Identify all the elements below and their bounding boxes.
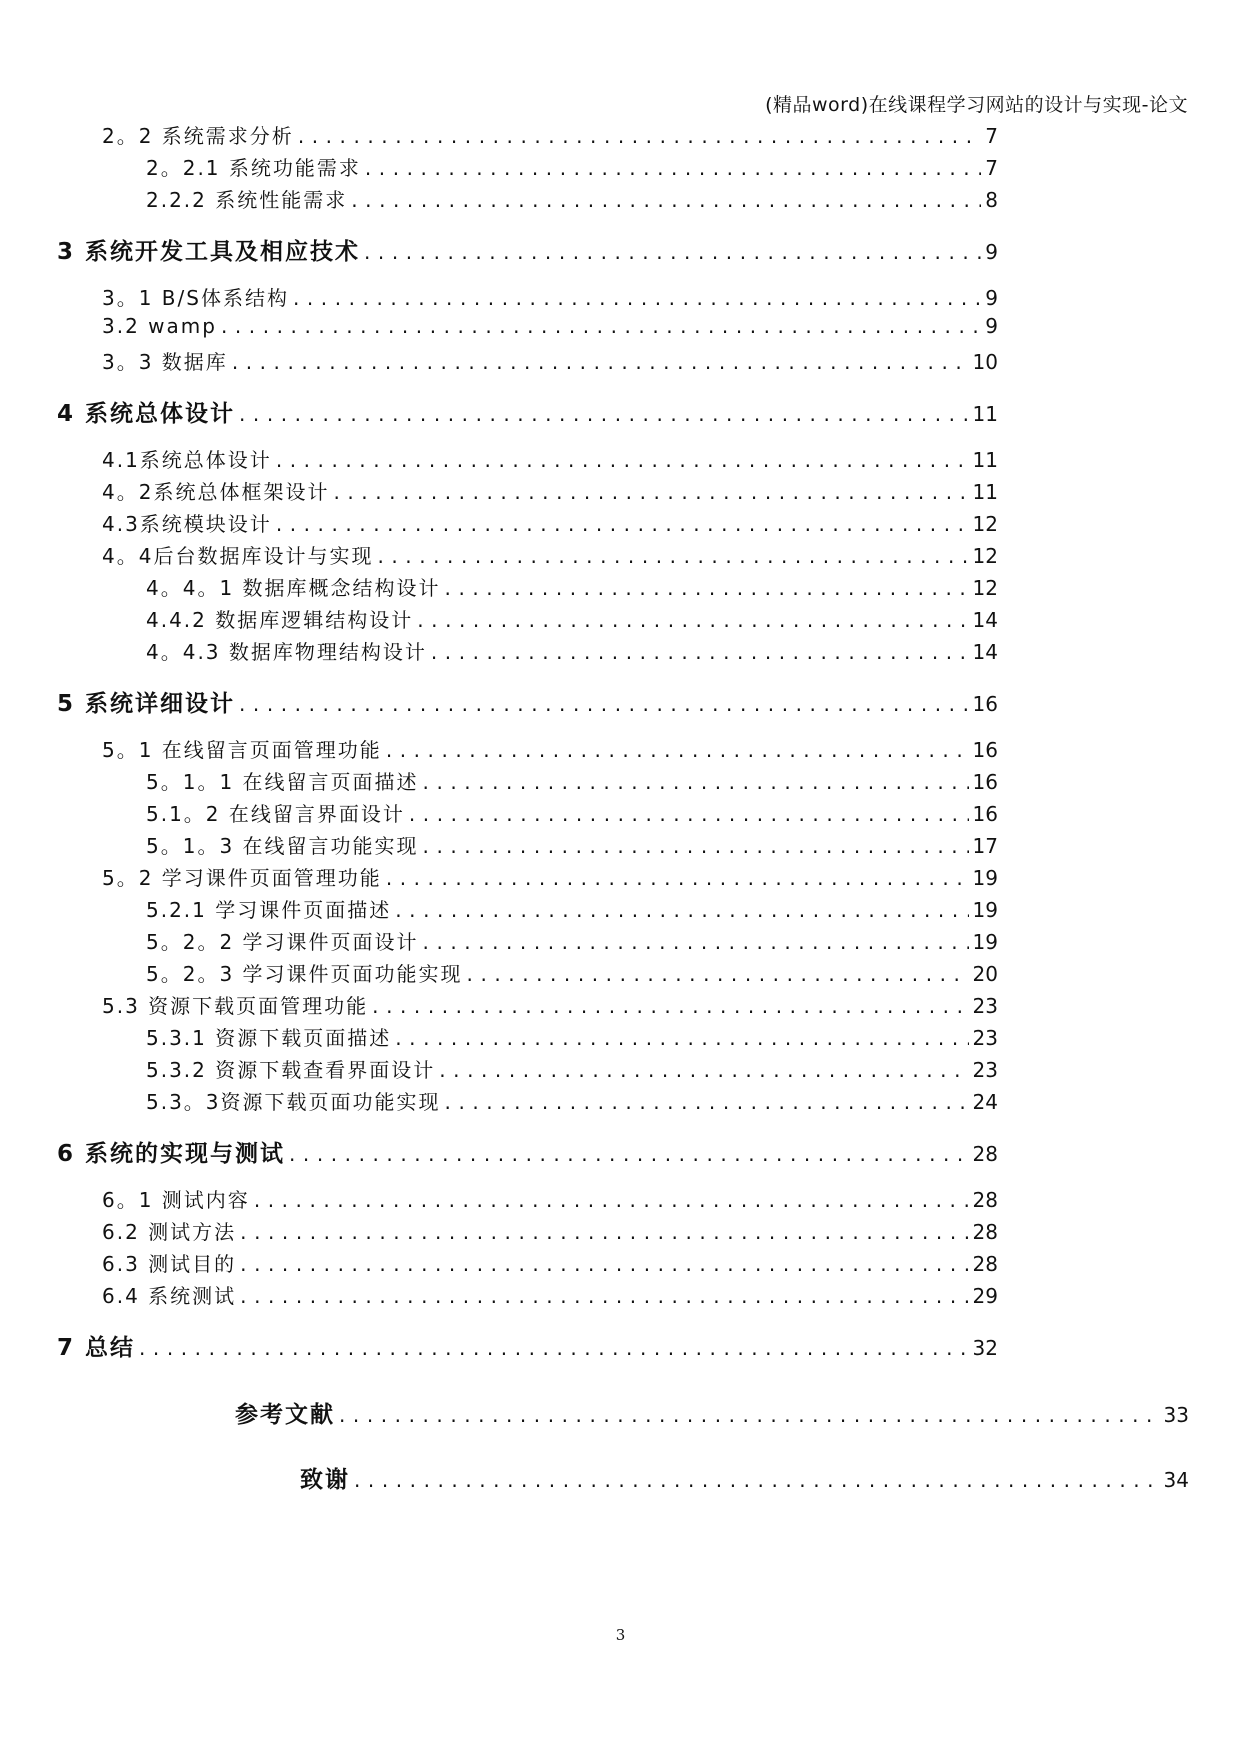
toc-entry-title: 5.3.1 资源下载页面描述: [146, 1026, 392, 1050]
toc-leader-dots: [339, 1403, 1160, 1427]
toc-entry-title: 3。1 B/S体系结构: [102, 286, 289, 310]
toc-leader-dots: [386, 866, 969, 890]
toc-entry-page: 28: [972, 1142, 998, 1166]
toc-entry-page: 12: [972, 544, 998, 568]
toc-entry[interactable]: [102, 346, 998, 375]
toc-entry-page: 23: [972, 1058, 998, 1082]
toc-leader-dots: [221, 314, 981, 338]
toc-entry[interactable]: [102, 314, 998, 338]
toc-entry-page: 19: [972, 898, 998, 922]
toc-entry-title: 5.3.2 资源下载查看界面设计: [146, 1058, 436, 1082]
toc-entry-title: 2.2.2 系统性能需求: [146, 188, 348, 212]
toc-entry[interactable]: [146, 766, 998, 795]
toc-entry-title: 致谢: [300, 1467, 350, 1493]
toc-entry[interactable]: [57, 685, 998, 718]
toc-entry-title: 4.3系统模块设计: [102, 512, 272, 536]
toc-entry[interactable]: [102, 444, 998, 473]
toc-leader-dots: [417, 608, 968, 632]
toc-entry[interactable]: [146, 1022, 998, 1051]
toc-entry-title: 5 系统详细设计: [57, 691, 236, 717]
toc-entry-title: 4。2系统总体框架设计: [102, 480, 330, 504]
toc-entry-title: 4。4。1 数据库概念结构设计: [146, 576, 441, 600]
toc-entry-page: 9: [985, 286, 998, 310]
toc-entry-title: 4。4后台数据库设计与实现: [102, 544, 374, 568]
toc-leader-dots: [372, 994, 968, 1018]
toc-leader-dots: [364, 240, 981, 264]
toc-entry[interactable]: [146, 1086, 998, 1115]
toc-leader-dots: [351, 188, 981, 212]
toc-entry-title: 4。4.3 数据库物理结构设计: [146, 640, 427, 664]
toc-entry[interactable]: [146, 894, 998, 923]
toc-entry-title: 4.1系统总体设计: [102, 448, 272, 472]
toc-leader-dots: [239, 692, 969, 716]
toc-entry-page: 16: [972, 692, 998, 716]
toc-entry-page: 11: [972, 480, 998, 504]
toc-leader-dots: [423, 834, 969, 858]
toc-entry-page: 10: [972, 350, 998, 374]
toc-entry-page: 16: [972, 802, 998, 826]
toc-entry[interactable]: [146, 1054, 998, 1083]
toc-leader-dots: [254, 1188, 969, 1212]
toc-entry-page: 20: [972, 962, 998, 986]
toc-entry-page: 16: [972, 738, 998, 762]
toc-entry-title: 5。1 在线留言页面管理功能: [102, 738, 382, 762]
toc-entry-page: 17: [972, 834, 998, 858]
toc-entry-page: 29: [972, 1284, 998, 1308]
toc-leader-dots: [240, 1252, 968, 1276]
toc-entry-title: 7 总结: [57, 1335, 136, 1361]
toc-entry[interactable]: [102, 120, 998, 149]
toc-entry[interactable]: [57, 1135, 998, 1168]
toc-entry[interactable]: [102, 862, 998, 891]
toc-leader-dots: [395, 898, 968, 922]
toc-entry[interactable]: [146, 798, 998, 827]
toc-entry-page: 12: [972, 512, 998, 536]
toc-entry[interactable]: [102, 990, 998, 1019]
toc-entry-page: 9: [985, 314, 998, 338]
toc-entry-title: 3。3 数据库: [102, 350, 228, 374]
toc-entry[interactable]: [102, 1280, 998, 1309]
toc-entry-page: 7: [985, 156, 998, 180]
toc-entry[interactable]: [146, 604, 998, 633]
toc-entry-title: 6.4 系统测试: [102, 1284, 237, 1308]
toc-entry[interactable]: [57, 233, 998, 266]
toc-entry[interactable]: [146, 184, 998, 213]
toc-leader-dots: [445, 576, 969, 600]
toc-entry[interactable]: [102, 476, 998, 505]
toc-leader-dots: [293, 286, 981, 310]
toc-entry-title: 6。1 测试内容: [102, 1188, 250, 1212]
toc-entry-title: 5.3。3资源下载页面功能实现: [146, 1090, 441, 1114]
toc-leader-dots: [139, 1336, 969, 1360]
toc-entry-title: 5。1。1 在线留言页面描述: [146, 770, 419, 794]
toc-leader-dots: [423, 930, 969, 954]
toc-leader-dots: [289, 1142, 969, 1166]
toc-entry-page: 7: [985, 124, 998, 148]
toc-entry[interactable]: [235, 1396, 1189, 1429]
toc-leader-dots: [467, 962, 969, 986]
toc-entry-title: 2。2.1 系统功能需求: [146, 156, 361, 180]
toc-entry-title: 5。2。2 学习课件页面设计: [146, 930, 419, 954]
toc-entry-page: 28: [972, 1252, 998, 1276]
toc-leader-dots: [333, 480, 968, 504]
toc-entry-title: 5.2.1 学习课件页面描述: [146, 898, 392, 922]
toc-entry[interactable]: [146, 830, 998, 859]
toc-entry[interactable]: [57, 395, 998, 428]
toc-leader-dots: [423, 770, 969, 794]
toc-leader-dots: [386, 738, 969, 762]
toc-entry-title: 6.2 测试方法: [102, 1220, 237, 1244]
page-number: 3: [615, 1626, 626, 1644]
toc-entry[interactable]: [57, 1329, 998, 1362]
toc-leader-dots: [439, 1058, 968, 1082]
toc-entry-title: 2。2 系统需求分析: [102, 124, 294, 148]
toc-entry-page: 12: [972, 576, 998, 600]
toc-entry-page: 23: [972, 1026, 998, 1050]
toc-leader-dots: [409, 802, 969, 826]
toc-entry-title: 5。2。3 学习课件页面功能实现: [146, 962, 463, 986]
toc-entry-page: 19: [972, 930, 998, 954]
toc-leader-dots: [395, 1026, 968, 1050]
toc-leader-dots: [377, 544, 968, 568]
toc-entry-page: 28: [972, 1188, 998, 1212]
toc-entry-page: 32: [972, 1336, 998, 1360]
document-header: (精品word)在线课程学习网站的设计与实现-论文: [765, 94, 1188, 116]
toc-entry-title: 4 系统总体设计: [57, 401, 236, 427]
toc-leader-dots: [232, 350, 969, 374]
toc-entry[interactable]: [146, 636, 998, 665]
toc-entry-page: 19: [972, 866, 998, 890]
toc-entry[interactable]: [102, 1216, 998, 1245]
toc-entry[interactable]: [146, 926, 998, 955]
toc-entry-title: 6 系统的实现与测试: [57, 1141, 286, 1167]
toc-entry-title: 3 系统开发工具及相应技术: [57, 239, 361, 265]
toc-entry[interactable]: [102, 1184, 998, 1213]
toc-leader-dots: [354, 1468, 1160, 1492]
toc-leader-dots: [239, 402, 969, 426]
toc-entry-page: 24: [972, 1090, 998, 1114]
toc-entry-title: 3.2 wamp: [102, 314, 217, 338]
toc-entry[interactable]: [146, 958, 998, 987]
toc-entry[interactable]: [102, 1248, 998, 1277]
toc-entry-title: 5。1。3 在线留言功能实现: [146, 834, 419, 858]
toc-entry[interactable]: [102, 540, 998, 569]
toc-leader-dots: [240, 1284, 968, 1308]
toc-entry-title: 5。2 学习课件页面管理功能: [102, 866, 382, 890]
toc-entry-title: 4.4.2 数据库逻辑结构设计: [146, 608, 414, 632]
toc-entry-title: 参考文献: [235, 1402, 335, 1428]
toc-entry[interactable]: [102, 508, 998, 537]
toc-entry-page: 8: [985, 188, 998, 212]
toc-leader-dots: [298, 124, 981, 148]
toc-leader-dots: [276, 448, 969, 472]
toc-entry-title: 5.1。2 在线留言界面设计: [146, 802, 405, 826]
toc-entry-page: 34: [1163, 1468, 1189, 1492]
toc-entry-page: 33: [1163, 1403, 1189, 1427]
toc-leader-dots: [276, 512, 969, 536]
toc-entry-page: 11: [972, 402, 998, 426]
toc-entry[interactable]: [102, 734, 998, 763]
toc-leader-dots: [240, 1220, 968, 1244]
toc-entry-page: 14: [972, 608, 998, 632]
toc-entry[interactable]: [146, 152, 998, 181]
toc-entry-title: 6.3 测试目的: [102, 1252, 237, 1276]
toc-entry-page: 16: [972, 770, 998, 794]
toc-leader-dots: [431, 640, 969, 664]
toc-entry[interactable]: [146, 572, 998, 601]
toc-entry[interactable]: [300, 1461, 1189, 1494]
toc-entry-title: 5.3 资源下载页面管理功能: [102, 994, 369, 1018]
toc-entry[interactable]: [102, 282, 998, 311]
toc-entry-page: 28: [972, 1220, 998, 1244]
toc-entry-page: 14: [972, 640, 998, 664]
toc-entry-page: 23: [972, 994, 998, 1018]
toc-leader-dots: [365, 156, 981, 180]
toc-entry-page: 11: [972, 448, 998, 472]
toc-leader-dots: [445, 1090, 969, 1114]
toc-entry-page: 9: [985, 240, 998, 264]
